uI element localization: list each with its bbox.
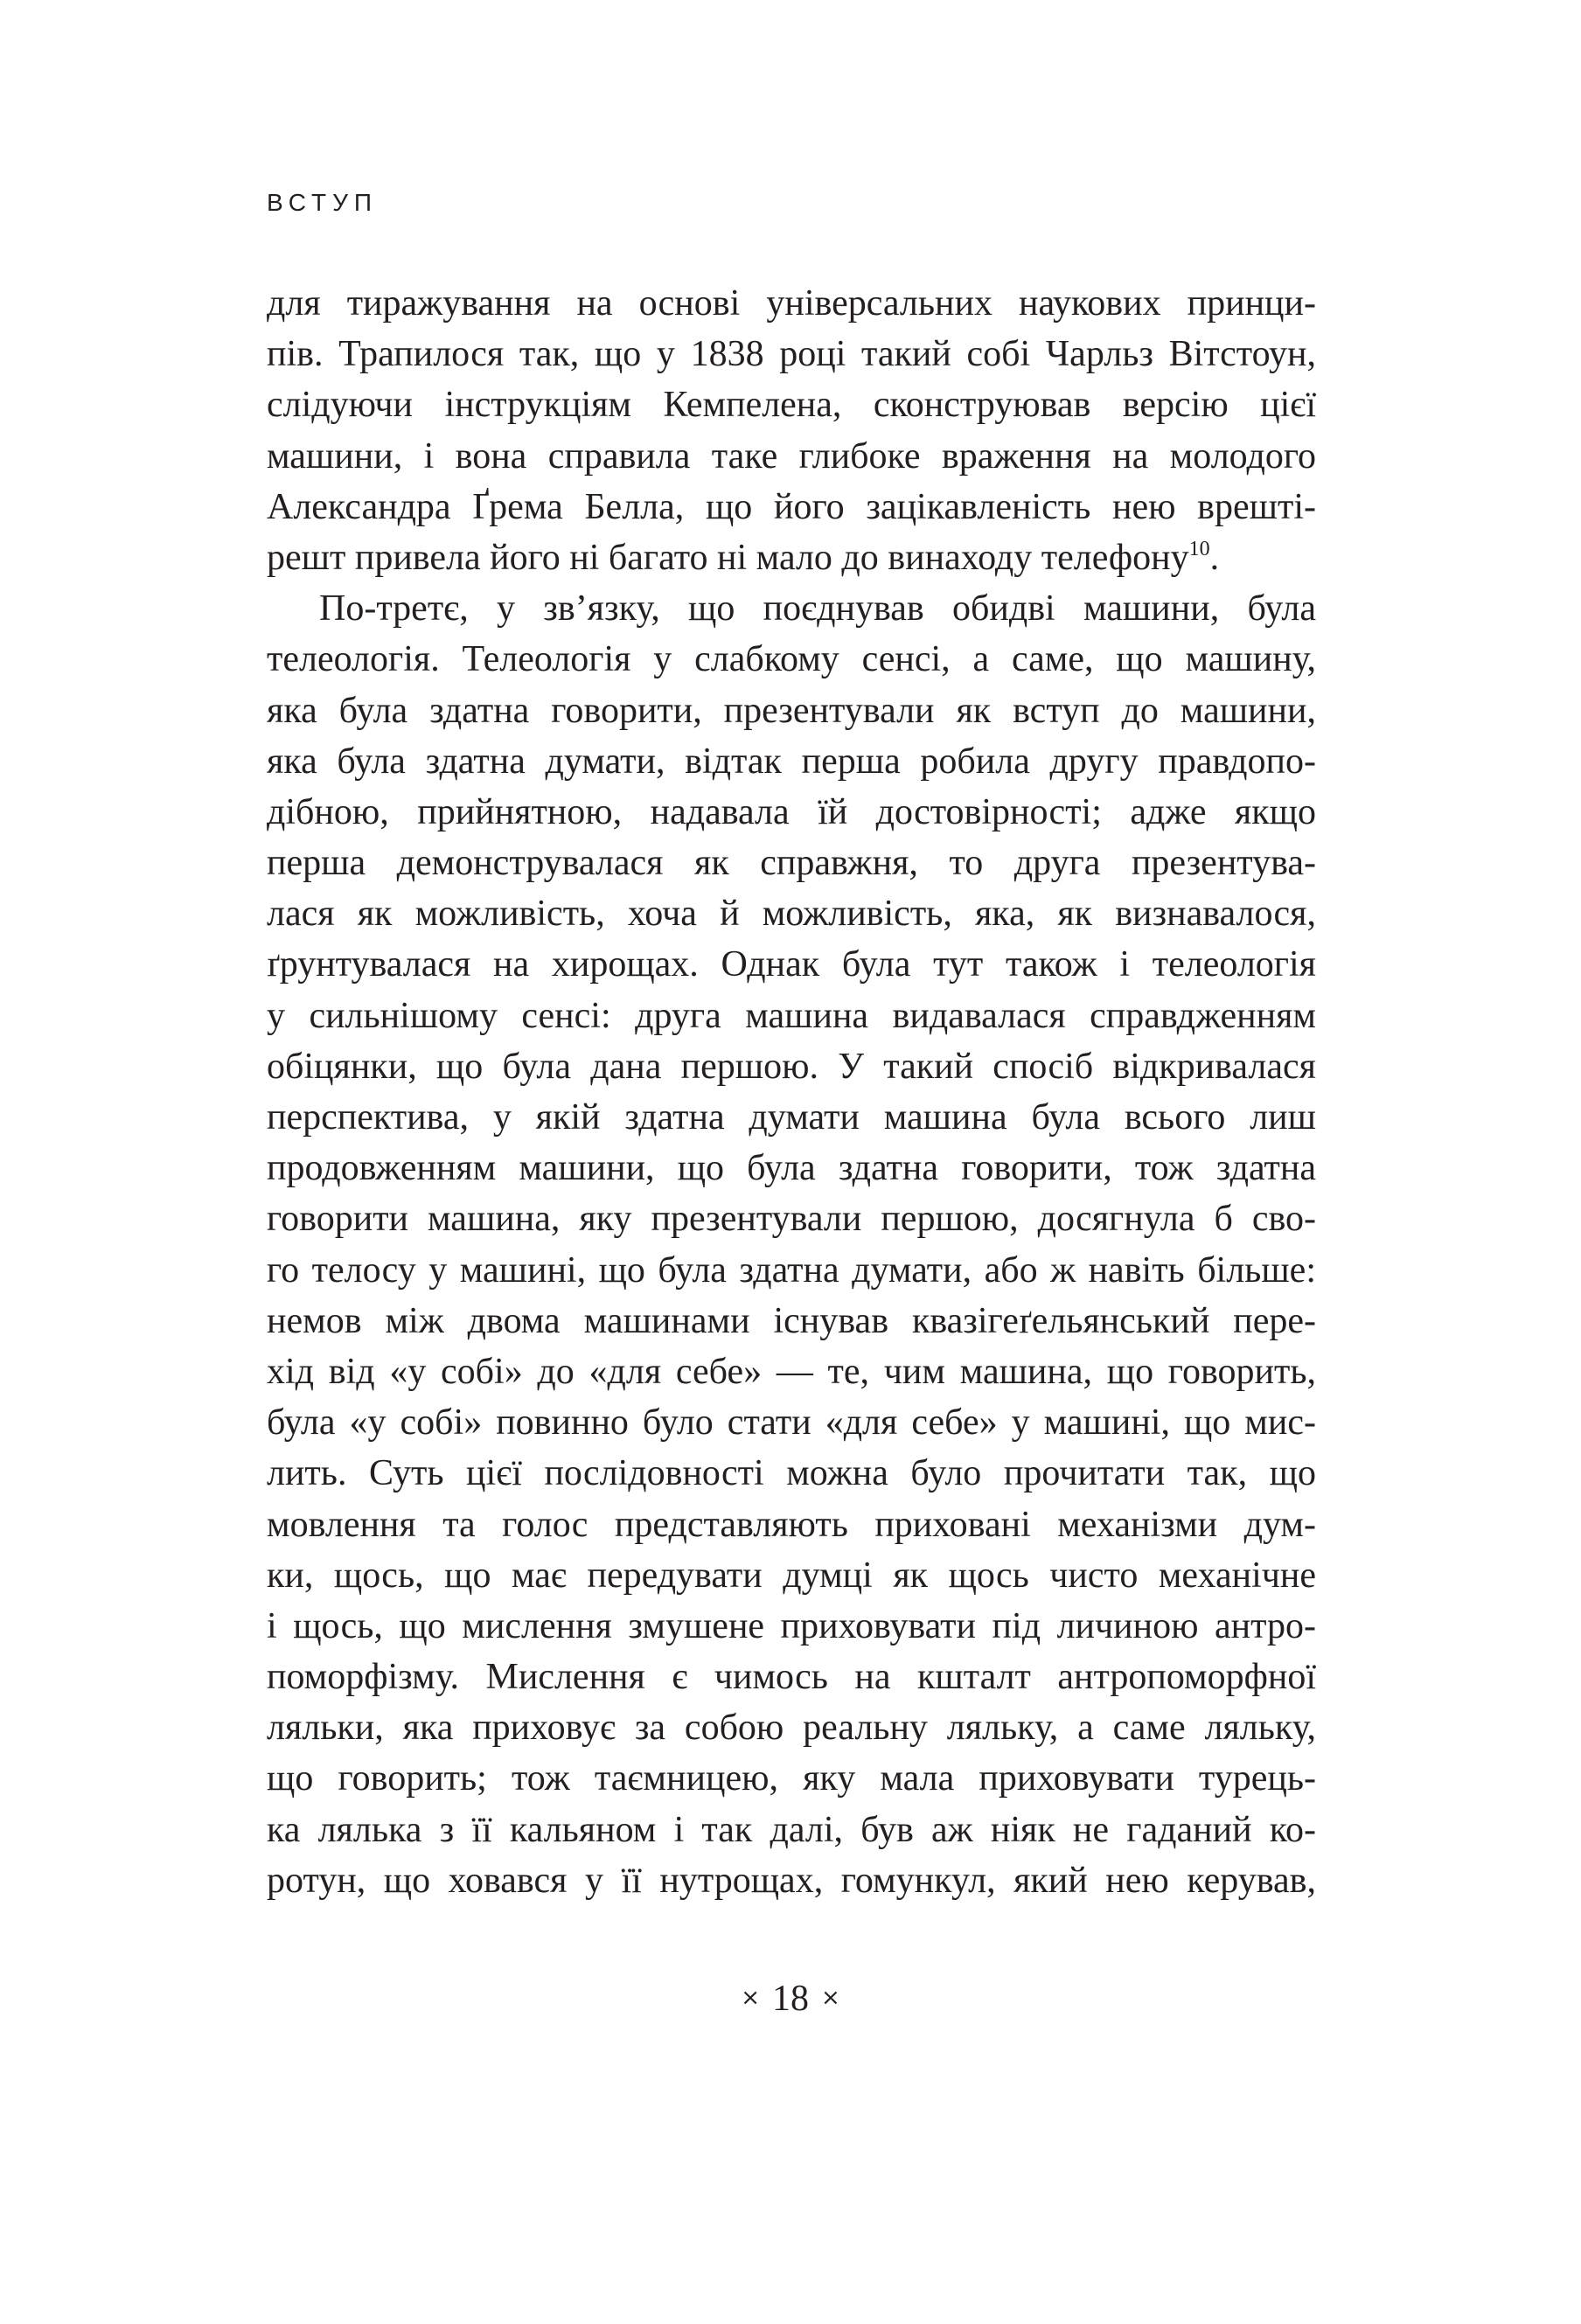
text-line-content: говорити машина, яку презентували першою, досягнула б сво-	[267, 1199, 1316, 1240]
text-line	[267, 1805, 1316, 1855]
text-line-content: ротун, що ховався у її нутрощах, гомункул, який нею керував,	[267, 1860, 1316, 1901]
text-line-content: Александра Ґрема Белла, що його зацікавленість нею врешті-	[267, 486, 1316, 527]
text-line-content: і щось, що мислення змушене приховувати під личиною антро-	[267, 1605, 1316, 1646]
text-line	[267, 1296, 1316, 1346]
text-line	[267, 379, 1316, 430]
folio-left-mark: ×	[741, 1985, 760, 2011]
text-line	[267, 939, 1316, 990]
text-line-content: ки, щось, що має передувати думці як щось чисто механічне	[267, 1555, 1316, 1596]
text-line	[267, 1041, 1316, 1092]
text-line	[267, 1855, 1316, 1906]
text-line-content: перспектива, у якій здатна думати машина була всього лиш	[267, 1097, 1316, 1138]
text-line-content: у сильнішому сенсі: друга машина видавалася справдженням	[267, 995, 1316, 1036]
text-line	[267, 787, 1316, 838]
text-line-content: телеологія. Телеологія у слабкому сенсі, а саме, що машину,	[267, 639, 1316, 680]
text-line-content: що говорить; тож таємницею, яку мала приховувати турець-	[267, 1758, 1316, 1799]
page-number	[0, 1978, 1581, 2020]
text-line-content: ґрунтувалася на хирощах. Однак була тут також і телеологія	[267, 944, 1316, 985]
text-line	[267, 1550, 1316, 1601]
text-line	[267, 1245, 1316, 1296]
text-line-content: для тиражування на основі універсальних наукових принци-	[267, 283, 1316, 324]
text-line-content: мовлення та голос представляють приховані механізми дум-	[267, 1504, 1316, 1545]
text-line-content: лася як можливість, хоча й можливість, яка, як визнавалося,	[267, 894, 1316, 935]
text-line-tail: .	[1209, 537, 1220, 578]
text-line-content: го телосу у машині, що була здатна думати, або ж навіть більше:	[267, 1249, 1316, 1291]
running-head: ВСТУП	[267, 189, 379, 216]
folio-number: 18	[772, 1979, 809, 2019]
text-line	[267, 634, 1316, 685]
text-line	[267, 1499, 1316, 1550]
text-line-content: лить. Суть цієї послідовності можна було прочитати так, що	[267, 1453, 1316, 1494]
folio-right-mark: ×	[821, 1985, 840, 2011]
text-line-content: решт привела його ні багато ні мало до винаходу телефону	[267, 537, 1189, 578]
text-line-content: дібною, прийнятною, надавала їй достовірності; адже якщо	[267, 791, 1316, 832]
text-line	[267, 431, 1316, 482]
text-line	[267, 1601, 1316, 1652]
text-line-content: яка була здатна говорити, презентували як вступ до машини,	[267, 690, 1316, 731]
text-line	[267, 1143, 1316, 1193]
text-line	[267, 888, 1316, 939]
text-line	[267, 1092, 1316, 1143]
footnote-marker[interactable]: 10	[1188, 537, 1210, 560]
text-line	[267, 482, 1316, 532]
text-line	[267, 329, 1316, 379]
text-line	[267, 685, 1316, 736]
text-line	[267, 1448, 1316, 1499]
text-line	[267, 736, 1316, 787]
body-text	[267, 278, 1316, 1906]
text-line	[267, 1193, 1316, 1244]
text-line	[267, 583, 1316, 634]
text-line-content: слідуючи інструкціям Кемпелена, сконструював версію цієї	[267, 385, 1316, 426]
text-line-content: хід від «у собі» до «для себе» — те, чим машина, що говорить,	[267, 1351, 1316, 1392]
text-line	[267, 278, 1316, 329]
text-line-content: перша демонструвалася як справжня, то друга презентува-	[267, 843, 1316, 884]
text-line-content: продовженням машини, що була здатна говорити, тож здатна	[267, 1148, 1316, 1189]
text-line-content: обіцянки, що була дана першою. У такий спосіб відкривалася	[267, 1046, 1316, 1087]
text-line	[267, 1702, 1316, 1753]
text-line	[267, 838, 1316, 888]
text-line-content: машини, і вона справила таке глибоке враження на молодого	[267, 435, 1316, 477]
text-line	[267, 991, 1316, 1041]
text-line-content: ка лялька з її кальяном і так далі, був аж ніяк не гаданий ко-	[267, 1809, 1316, 1850]
text-line-content: пів. Трапилося так, що у 1838 році такий собі Чарльз Вітстоун,	[267, 334, 1316, 375]
text-line	[267, 1346, 1316, 1397]
text-line	[267, 1753, 1316, 1804]
text-line	[267, 532, 1316, 583]
text-line-content: поморфізму. Мислення є чимось на кшталт антропоморфної	[267, 1657, 1316, 1698]
text-line-content: була «у собі» повинно було стати «для себе» у машині, що мис-	[267, 1402, 1316, 1444]
text-line-content: По-третє, у зв’язку, що поєднував обидві машини, була	[319, 588, 1316, 630]
text-line-content: немов між двома машинами існував квазігеґельянський пере-	[267, 1300, 1316, 1341]
text-line	[267, 1397, 1316, 1448]
text-line-content: яка була здатна думати, відтак перша робила другу правдопо-	[267, 741, 1316, 782]
text-line-content: ляльки, яка приховує за собою реальну ляльку, а саме ляльку,	[267, 1708, 1316, 1749]
text-line	[267, 1652, 1316, 1702]
